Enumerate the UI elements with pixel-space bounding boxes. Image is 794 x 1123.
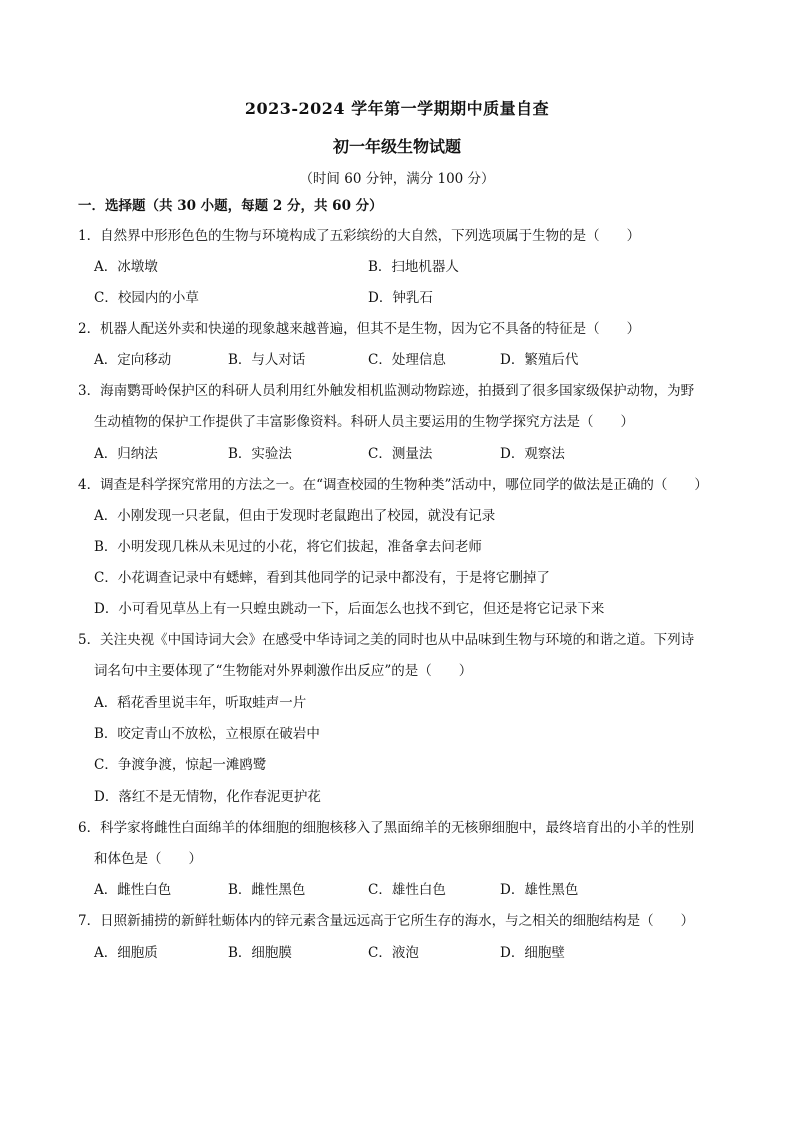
q4-option-b: B．小明发现几株从未见过的小花，将它们拔起，准备拿去问老师 (94, 539, 482, 555)
q4-option-d: D．小可看见草丛上有一只蝗虫跳动一下，后面怎么也找不到它，但还是将它记录下来 (94, 601, 605, 617)
q7-option-b: B．细胞膜 (228, 945, 292, 961)
q1-option-d: D．钟乳石 (368, 290, 433, 306)
q2-option-a: A．定向移动 (94, 352, 172, 368)
q7-option-d: D．细胞壁 (500, 945, 565, 961)
question-4-stem: 4．调查是科学探究常用的方法之一。在“调查校园的生物种类”活动中，哪位同学的做法是正确的（ ） (78, 477, 708, 493)
question-3-stem: 3．海南鹦哥岭保护区的科研人员利用红外触发相机监测动物踪迹，拍摄到了很多国家级保护动物，为野 (78, 383, 695, 399)
q1-option-b: B．扫地机器人 (368, 259, 459, 275)
q5-option-b: B．咬定青山不放松，立根原在破岩中 (94, 726, 320, 742)
q7-option-c: C．液泡 (368, 945, 419, 961)
section-heading: 一．选择题（共 30 小题，每题 2 分，共 60 分） (78, 198, 383, 214)
exam-title: 2023-2024 学年第一学期期中质量自查 (244, 99, 550, 118)
question-2-stem: 2．机器人配送外卖和快递的现象越来越普遍，但其不是生物，因为它不具备的特征是（ ） (78, 321, 641, 337)
q6-option-a: A．雌性白色 (94, 882, 172, 898)
q1-option-a: A．冰墩墩 (94, 259, 158, 275)
q1-option-c: C．校园内的小草 (94, 290, 199, 306)
question-1-stem: 1．自然界中形形色色的生物与环境构成了五彩缤纷的大自然，下列选项属于生物的是（ ） (78, 228, 641, 244)
q5-option-c: C．争渡争渡，惊起一滩鸥鹭 (94, 757, 267, 773)
q7-option-a: A．细胞质 (94, 945, 158, 961)
q2-option-d: D．繁殖后代 (500, 352, 579, 368)
q6-option-d: D．雄性黑色 (500, 882, 579, 898)
q3-option-c: C．测量法 (368, 446, 433, 462)
q3-option-d: D．观察法 (500, 446, 565, 462)
question-3-stem-cont: 生动植物的保护工作提供了丰富影像资料。科研人员主要运用的生物学探究方法是（ ） (94, 414, 634, 430)
q3-option-a: A．归纳法 (94, 446, 158, 462)
q5-option-d: D．落红不是无情物，化作春泥更护花 (94, 789, 321, 805)
q2-option-b: B．与人对话 (228, 352, 306, 368)
q6-option-c: C．雄性白色 (368, 882, 446, 898)
question-6-stem-cont: 和体色是（ ） (94, 851, 202, 867)
question-5-stem: 5．关注央视《中国诗词大会》在感受中华诗词之美的同时也从中品味到生物与环境的和谐之道。下列诗 (78, 632, 695, 648)
exam-subtitle: 初一年级生物试题 (332, 137, 461, 156)
time-note: （时间 60 分钟，满分 100 分） (299, 171, 495, 187)
q6-option-b: B．雌性黑色 (228, 882, 306, 898)
q3-option-b: B．实验法 (228, 446, 292, 462)
q4-option-c: C．小花调查记录中有蟋蟀，看到其他同学的记录中都没有，于是将它删掉了 (94, 570, 550, 586)
question-6-stem: 6．科学家将雌性白面绵羊的体细胞的细胞核移入了黑面绵羊的无核卵细胞中，最终培育出的小羊的性别 (78, 820, 695, 836)
q4-option-a: A．小刚发现一只老鼠，但由于发现时老鼠跑出了校园，就没有记录 (94, 508, 496, 524)
question-7-stem: 7．日照新捕捞的新鲜牡蛎体内的锌元素含量远远高于它所生存的海水，与之相关的细胞结构是（ ） (78, 913, 695, 929)
q5-option-a: A．稻花香里说丰年，听取蛙声一片 (94, 695, 307, 711)
question-5-stem-cont: 词名句中主要体现了“生物能对外界刺激作出反应”的是（ ） (94, 663, 473, 679)
q2-option-c: C．处理信息 (368, 352, 446, 368)
